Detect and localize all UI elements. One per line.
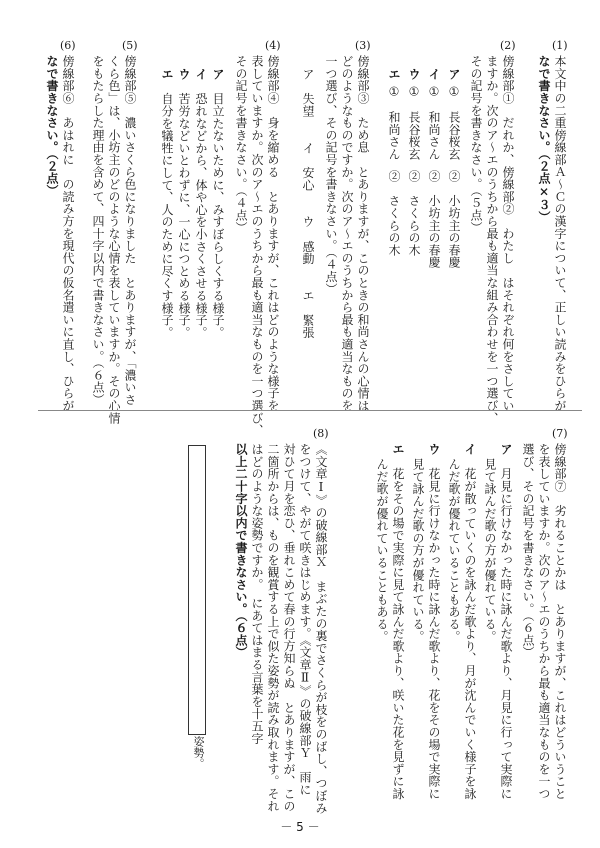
q4-option-a: [210, 68, 225, 339]
q2-option-e: [386, 68, 401, 160]
q8-line1: 《文章Ⅰ》の破線部Ｘ まぶたの裏でさくらが枝をのばし、つぼみ: [314, 443, 328, 814]
q2-option-u-label: ウ: [407, 68, 421, 81]
q8-line5: はどのような姿勢ですか。 にあてはまる言葉を十五字: [250, 443, 264, 745]
q4-line2: 表していますか。次のア～エのうちから最も適当なものを一つ選び、: [250, 55, 264, 437]
q8-line6: 以上二十字以内で書きなさい。（６点）: [234, 443, 248, 659]
q7-option-u-label: ウ: [427, 443, 441, 456]
q7-option-i-line2: んだ歌が優れていることもある。: [447, 458, 461, 643]
q4-option-u-text: 苦労などいとわずに、一心につとめる様子。: [177, 92, 191, 339]
q7-option-e-label: エ: [391, 443, 405, 456]
q4-option-a-text: 目立たないために、みすぼらしくする様子。: [211, 92, 225, 339]
q6-line1: 傍線部⑥ あはれに の読み方を現代の仮名遣いに直し、ひらが: [61, 55, 75, 412]
q8-line4: 二箇所からは、ものを観賞する上で似た姿勢が読み取れます。それ: [266, 443, 280, 812]
q4-option-u-label: ウ: [177, 68, 191, 81]
q1-number: (1): [552, 39, 568, 52]
page-number: － 5 －: [280, 820, 320, 834]
q4-line1: 傍線部④ 身を縮める とありますが、これはどのような様子を: [266, 55, 280, 412]
q4-line3: その記号を書きなさい。（４点）: [234, 55, 248, 234]
q3-line2: どのようなものですか。次のア～エのうちから最も適当なものを: [340, 55, 354, 412]
q6-line2: なで書きなさい。（２点）: [45, 55, 59, 197]
q1-line1: 本文中の二重傍線部Ａ～Ｃの漢字について、正しい読みをひらが: [553, 55, 567, 412]
q2-option-i-first: ① 和尚さん: [427, 84, 441, 161]
q7-option-u-line1: [426, 443, 441, 800]
q8-line3: 対ひて月を恋ひ、垂れこめて春の行方知らぬ とありますが、この: [282, 443, 296, 812]
section-divider: [38, 410, 582, 411]
q8-answer-box[interactable]: [188, 445, 206, 735]
q2-option-i-second: ② 小坊主の春慶: [427, 170, 441, 269]
q2-option-u-first: ① 長谷桜玄: [407, 84, 421, 161]
q3-line3: 一つ選び、その記号を書きなさい。（４点）: [324, 55, 338, 295]
q4-option-i: [193, 68, 208, 339]
q7-option-i-line1: [462, 443, 477, 800]
q4-option-i-text: 恐れなどから、体や心を小さくさせる様子。: [194, 92, 208, 339]
q5-line2: くら色」は、小坊主のどのような心情を表していますか。その心情: [107, 55, 121, 424]
q7-number: (7): [552, 427, 568, 440]
q2-option-i-label: イ: [427, 68, 441, 81]
q4-option-e-label: エ: [160, 68, 174, 81]
q2-line3: その記号を書きなさい。（５点）: [469, 55, 483, 234]
q2-option-a-second: ② 小坊主の春慶: [447, 170, 461, 269]
q2-option-a-label: ア: [447, 68, 461, 81]
q2-number: (2): [500, 39, 516, 52]
q3-options: ア 失望 イ 安心 ウ 感動 エ 緊張: [301, 68, 315, 339]
q2-option-i: [426, 68, 441, 160]
q7-option-e-text1: 花をその場で実際に見て詠んだ歌より、咲いた花を見ずに詠: [391, 467, 405, 800]
q5-number: (5): [122, 39, 138, 52]
q2-line2: ますか。次のア～エのうちから最も適当な組み合わせを一つ選び、: [485, 55, 499, 424]
q2-option-u-second: ② さくらの木: [407, 170, 421, 257]
q2-option-e-first: ① 和尚さん: [387, 84, 401, 161]
q5-line3: をもたらした理由を含めて、四十字以内で書きなさい。（６点）: [91, 55, 105, 406]
q7-option-a-line2: 見て詠んだ歌の方が優れている。: [483, 458, 497, 643]
q7-option-e-line1: [390, 443, 405, 800]
q2-option-a: [446, 68, 461, 160]
q7-option-i-text1: 花が散っていくのを詠んだ歌より、月が沈んでいく様子を詠: [463, 467, 477, 800]
q4-option-a-label: ア: [211, 68, 225, 81]
q7-option-i-label: イ: [463, 443, 477, 456]
q4-option-u: [176, 68, 191, 339]
q7-option-a-text1: 月見に行けなかった時に詠んだ歌より、月見に行って実際に: [499, 467, 513, 800]
q4-option-e-text: 自分を犠牲にして、人のために尽くす様子。: [160, 92, 174, 339]
q4-option-e: [159, 68, 174, 339]
q8-line2: をつけて、やがて咲きはじめます。《文章Ⅱ》の破線部Ｙ 雨に: [298, 443, 312, 796]
q2-option-u: [406, 68, 421, 160]
q4-option-i-label: イ: [194, 68, 208, 81]
q8-number: (8): [313, 427, 329, 440]
q3-line1: 傍線部③ ため息 とありますが、このときの和尚さんの心情は: [356, 55, 370, 412]
q5-line1: 傍線部⑤ 濃いさくら色になりました とありますが、「濃いさ: [123, 55, 137, 406]
q7-line1: 傍線部⑦ 劣れることかは とありますが、これはどういうこと: [553, 443, 567, 800]
q8-answer-suffix: 姿勢。: [192, 736, 205, 769]
q7-line2: を表していますか。次のア～エのうちから最も適当なものを一つ: [537, 443, 551, 800]
q2-line1: 傍線部① だれか、傍線部② わたし はそれぞれ何をさしてい: [501, 55, 515, 412]
q4-number: (4): [265, 39, 281, 52]
q7-option-a-label: ア: [499, 443, 513, 456]
q7-option-a-line1: [498, 443, 513, 800]
q7-option-u-text1: 花見に行けなかった時に詠んだ歌より、花をその場で実際に: [427, 467, 441, 800]
q7-option-e-line2: んだ歌が優れていることもある。: [375, 458, 389, 643]
q6-number: (6): [60, 39, 76, 52]
q3-number: (3): [355, 39, 371, 52]
q7-option-u-line2: 見て詠んだ歌の方が優れている。: [411, 458, 425, 643]
q1-line2: なで書きなさい。（２点×３）: [537, 55, 551, 224]
q2-option-a-first: ① 長谷桜玄: [447, 84, 461, 161]
q7-line3: 選び、その記号を書きなさい。（６点）: [521, 443, 535, 659]
q2-option-e-label: エ: [387, 68, 401, 81]
q2-option-e-second: ② さくらの木: [387, 170, 401, 257]
